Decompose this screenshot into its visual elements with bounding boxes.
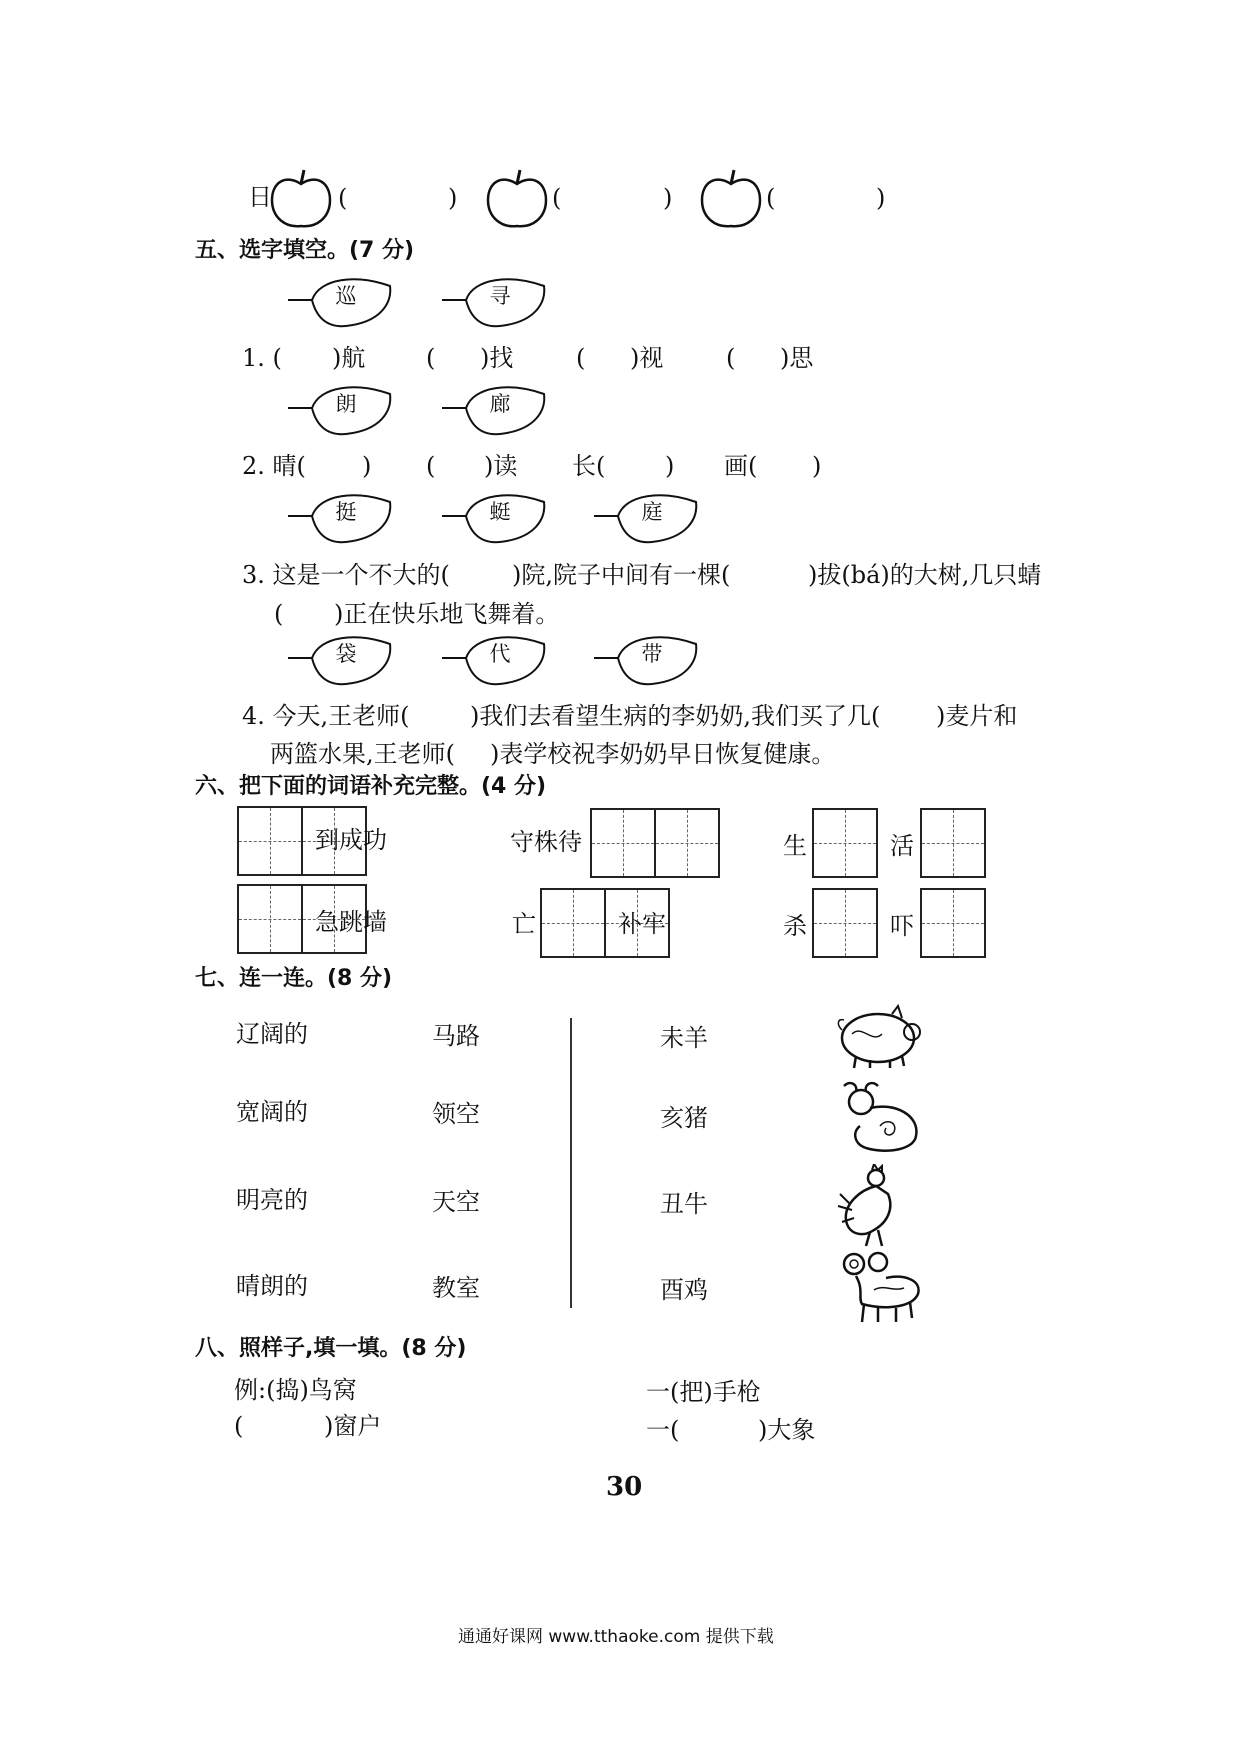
leaf-card: 袋: [286, 630, 394, 686]
match-right[interactable]: 教室: [432, 1274, 480, 1302]
match-right[interactable]: 马路: [432, 1022, 480, 1050]
section-title: 五、选字填空。(7 分): [195, 238, 415, 263]
match-left[interactable]: 明亮的: [236, 1186, 308, 1214]
section-title: 六、把下面的词语补充完整。(4 分): [195, 774, 547, 799]
answer-boxes[interactable]: [590, 808, 722, 878]
section-title: 八、照样子,填一填。(8 分): [195, 1336, 467, 1361]
example-text: 一(把)手枪: [646, 1378, 761, 1406]
rooster-icon[interactable]: [836, 1164, 916, 1248]
example-text: 例:(捣)鸟窝: [234, 1376, 357, 1404]
apple-row-lead: 日: [248, 183, 272, 211]
ram-icon[interactable]: [834, 1250, 924, 1326]
leaf-card: 带: [592, 630, 700, 686]
match-right[interactable]: 天空: [432, 1188, 480, 1216]
leaf-card: 代: [440, 630, 548, 686]
page-number: 30: [606, 1472, 643, 1502]
answer-box[interactable]: [920, 808, 986, 878]
leaf-card: 庭: [592, 488, 700, 544]
zodiac-label[interactable]: 酉鸡: [660, 1276, 708, 1304]
match-right[interactable]: 领空: [432, 1100, 480, 1128]
leaf-card: 蜓: [440, 488, 548, 544]
apple-icon: [484, 168, 550, 230]
section-title: 七、连一连。(8 分): [195, 966, 393, 991]
column-divider: [570, 1018, 572, 1308]
leaf-card: 寻: [440, 272, 548, 328]
match-left[interactable]: 宽阔的: [236, 1098, 308, 1126]
leaf-card: 朗: [286, 380, 394, 436]
answer-box[interactable]: [812, 808, 878, 878]
ox-icon[interactable]: [836, 1078, 924, 1158]
apple-icon: [268, 168, 334, 230]
leaf-card: 挺: [286, 488, 394, 544]
zodiac-label[interactable]: 丑牛: [660, 1190, 708, 1218]
pig-icon[interactable]: [832, 1004, 924, 1070]
match-left[interactable]: 辽阔的: [236, 1020, 308, 1048]
leaf-card: 廊: [440, 380, 548, 436]
answer-box[interactable]: [812, 888, 878, 958]
footer-text: 通通好课网 www.tthaoke.com 提供下载: [458, 1627, 774, 1647]
answer-box[interactable]: [920, 888, 986, 958]
zodiac-label[interactable]: 亥猪: [660, 1104, 708, 1132]
leaf-card: 巡: [286, 272, 394, 328]
zodiac-label[interactable]: 未羊: [660, 1024, 708, 1052]
apple-icon: [698, 168, 764, 230]
match-left[interactable]: 晴朗的: [236, 1272, 308, 1300]
